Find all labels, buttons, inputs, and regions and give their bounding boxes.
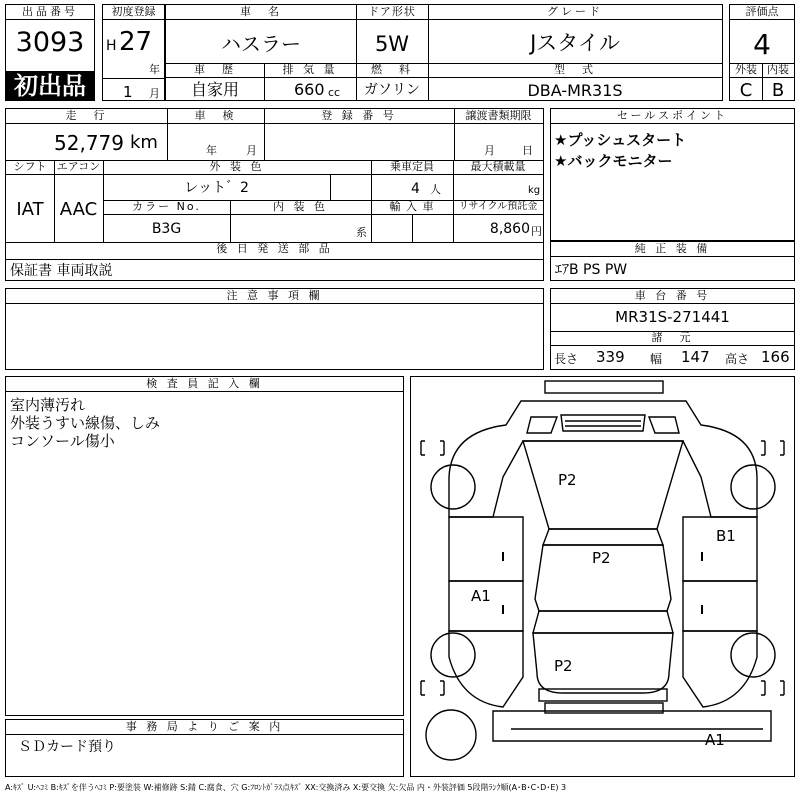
capacity-unit: 人 bbox=[430, 183, 441, 196]
inspection-year-unit: 年 bbox=[206, 144, 217, 157]
history-label: 車 歴 bbox=[166, 63, 264, 78]
shift-label: シフト bbox=[6, 160, 54, 175]
lot-number: 3093 bbox=[15, 27, 85, 58]
hood-panel bbox=[523, 441, 683, 529]
height: 166 bbox=[761, 348, 790, 366]
grade-label: グレード bbox=[428, 5, 722, 20]
inspector-line-3: コンソール傷小 bbox=[10, 432, 115, 450]
inspector-line-1: 室内薄汚れ bbox=[10, 396, 86, 414]
notes-label: 注 意 事 項 欄 bbox=[6, 289, 543, 304]
ac: AAC bbox=[59, 199, 98, 220]
color-code-label: カラー No. bbox=[103, 200, 230, 215]
inspector-box bbox=[5, 376, 404, 716]
sales-point-1: ★プッシュスタート bbox=[554, 131, 687, 149]
reg-number-label: 登 録 番 号 bbox=[264, 109, 454, 124]
car-name: ハスラー bbox=[221, 32, 301, 56]
specs-box bbox=[5, 108, 544, 260]
sales-points-box bbox=[550, 108, 795, 241]
transfer-docs-label: 譲渡書類期限 bbox=[454, 109, 543, 124]
front-bumper-shape bbox=[545, 381, 663, 393]
ext-color-label: 外 装 色 bbox=[103, 160, 371, 175]
sales-point-2: ★バックモニター bbox=[554, 152, 673, 170]
door-type: 5W bbox=[374, 32, 410, 56]
mark-roof: P2 bbox=[592, 549, 611, 567]
ac-label: エアコン bbox=[54, 160, 103, 175]
later-parts-box bbox=[5, 259, 544, 281]
interior-grade: B bbox=[771, 80, 785, 101]
right-headlight-shape bbox=[649, 417, 679, 433]
ext-color: レット゛2 bbox=[184, 180, 249, 196]
lot-number-box bbox=[5, 4, 95, 101]
max-load-unit: kg bbox=[528, 185, 541, 196]
score-label: 評価点 bbox=[730, 5, 794, 20]
notes-box bbox=[5, 288, 544, 370]
chassis-box bbox=[550, 288, 795, 370]
genuine-equipment-box bbox=[550, 241, 795, 281]
int-color-label: 内 装 色 bbox=[230, 200, 371, 215]
color-code: B3G bbox=[151, 221, 182, 237]
bottom-bumper-shape bbox=[493, 711, 771, 741]
interior-label: 内装 bbox=[762, 63, 794, 78]
car-details-box bbox=[165, 4, 723, 101]
fuel: ガソリン bbox=[364, 82, 420, 98]
displacement-unit: cc bbox=[328, 86, 341, 99]
length: 339 bbox=[596, 348, 625, 366]
int-color-suffix: 系 bbox=[356, 226, 367, 239]
left-headlight-shape bbox=[527, 417, 557, 433]
mark-right-rear-door: B1 bbox=[716, 527, 736, 545]
chassis-number: MR31S-271441 bbox=[615, 308, 730, 326]
height-label: 高さ bbox=[725, 352, 750, 366]
fuel-label: 燃 料 bbox=[356, 63, 428, 78]
transfer-day-unit: 日 bbox=[522, 144, 533, 157]
sales-points-label: セールスポイント bbox=[551, 109, 794, 124]
chassis-label: 車 台 番 号 bbox=[551, 289, 794, 304]
legend-text: A:ｷｽﾞ U:ﾍｺﾐ B:ｷｽﾞを伴うﾍｺﾐ P:要塗装 W:補修跡 S:錆 C:腐食、穴 G:ﾌﾛﾝﾄｶﾞﾗｽ点ｷｽﾞ XX:交換済み X:要交換 欠:欠品 内・外装評価 5段階ﾗﾝｸ順(A･B･C･D･E) 3 bbox=[5, 783, 567, 792]
lot-number-label: 出品番号 bbox=[6, 5, 94, 20]
length-label: 長さ bbox=[554, 352, 579, 366]
mark-trunk: P2 bbox=[554, 657, 573, 675]
width: 147 bbox=[681, 348, 710, 366]
era: H bbox=[106, 38, 117, 54]
later-parts-label: 後 日 発 送 部 品 bbox=[216, 242, 333, 255]
mark-bumper: A1 bbox=[705, 731, 725, 749]
inspection-label: 車 検 bbox=[167, 109, 264, 124]
genuine-equipment-label: 純 正 装 備 bbox=[551, 242, 794, 257]
car-name-label: 車 名 bbox=[166, 5, 356, 20]
genuine-equipment-text: ｴｱB PS PW bbox=[555, 262, 628, 278]
car-body-diagram-svg bbox=[411, 377, 794, 776]
spare-tire-shape bbox=[426, 710, 476, 760]
first-listing-badge: 初出品 bbox=[6, 71, 94, 101]
grade: Jスタイル bbox=[530, 31, 620, 55]
mark-left-front-door: A1 bbox=[471, 587, 491, 605]
right-rear-door-panel bbox=[683, 581, 757, 631]
mark-hood: P2 bbox=[558, 471, 577, 489]
inspector-line-2: 外装うすい線傷、しみ bbox=[10, 414, 161, 432]
year-unit: 年 bbox=[149, 63, 160, 76]
first-registration-box bbox=[102, 4, 165, 101]
front-body-outline bbox=[449, 401, 757, 517]
mileage-label: 走 行 bbox=[6, 109, 167, 124]
door-label: ドア形状 bbox=[356, 5, 428, 20]
mileage-unit: km bbox=[130, 132, 158, 153]
month-value: 1 bbox=[123, 83, 133, 101]
inspection-month-unit: 月 bbox=[246, 144, 257, 157]
history: 自家用 bbox=[190, 80, 239, 99]
dims-label: 諸 元 bbox=[551, 331, 794, 346]
year-value: 27 bbox=[119, 27, 153, 57]
recycle-unit: 円 bbox=[531, 225, 542, 238]
score-box bbox=[729, 4, 795, 101]
office-box bbox=[5, 719, 404, 777]
import-label: 輸 入 車 bbox=[371, 200, 453, 215]
month-unit: 月 bbox=[149, 87, 160, 100]
exterior-grade: C bbox=[739, 80, 753, 101]
exterior-label: 外装 bbox=[730, 63, 762, 78]
capacity-label: 乗車定員 bbox=[371, 160, 453, 175]
model: DBA-MR31S bbox=[527, 81, 623, 100]
office-text: ＳＤカード預り bbox=[18, 739, 116, 755]
first-registration-label: 初度登録 bbox=[103, 5, 164, 20]
width-label: 幅 bbox=[650, 352, 663, 366]
mileage: 52,779 bbox=[54, 131, 124, 155]
max-load-label: 最大積載量 bbox=[453, 160, 543, 175]
shift: IAT bbox=[16, 199, 44, 220]
transfer-month-unit: 月 bbox=[484, 144, 495, 157]
recycle-fee: 8,860 bbox=[489, 221, 530, 237]
damage-diagram bbox=[410, 376, 795, 777]
inspector-label: 検 査 員 記 入 欄 bbox=[6, 377, 403, 392]
recycle-label: リサイクル預託金 bbox=[453, 200, 543, 215]
displacement: 660 bbox=[294, 80, 325, 99]
capacity: 4 bbox=[411, 181, 420, 197]
displacement-label: 排 気 量 bbox=[264, 63, 356, 78]
left-front-door-panel bbox=[449, 517, 523, 581]
score: 4 bbox=[753, 28, 771, 61]
front-left-wheel-shape bbox=[431, 465, 475, 509]
model-label: 型 式 bbox=[428, 63, 722, 78]
later-parts-text: 保証書 車両取説 bbox=[10, 263, 113, 279]
office-label: 事 務 局 よ り ご 案 内 bbox=[6, 720, 403, 735]
